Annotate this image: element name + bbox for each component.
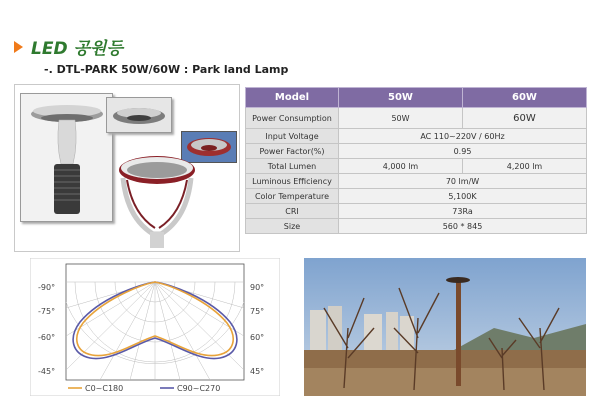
lamp-top-view-photo	[106, 97, 172, 133]
row-label: Power Consumption	[246, 108, 339, 129]
cell-value: 70 lm/W	[339, 174, 587, 189]
table-row	[246, 219, 587, 234]
bullet-arrow-icon	[14, 41, 23, 53]
cell-value: 4,200 lm	[462, 159, 586, 174]
legend-label: C0~C180	[85, 384, 124, 393]
cell-value: 0.95	[339, 144, 587, 159]
table-row	[246, 108, 587, 129]
column-header: 50W	[339, 88, 463, 108]
light-distribution-chart	[30, 258, 280, 396]
angle-label: 75°	[250, 307, 265, 316]
product-subtitle: -. DTL-PARK 50W/60W : Park land Lamp	[44, 63, 289, 76]
title-text: LED 공원등	[31, 39, 123, 59]
table-row	[246, 189, 587, 204]
product-photo-panel	[14, 84, 240, 252]
cell-value: 4,000 lm	[339, 159, 463, 174]
row-label: Total Lumen	[246, 159, 339, 174]
lamp-main-photo	[20, 93, 113, 222]
cell-value: 5,100K	[339, 189, 587, 204]
cell-value: 60W	[462, 108, 586, 129]
angle-label: -75°	[38, 307, 56, 316]
angle-label: 45°	[250, 367, 265, 376]
table-row	[246, 159, 587, 174]
table-row	[246, 144, 587, 159]
column-header: Model	[246, 88, 339, 108]
spec-header-row	[246, 88, 587, 108]
lamp-ring-photo	[113, 148, 201, 248]
table-row	[246, 129, 587, 144]
row-label: CRI	[246, 204, 339, 219]
cell-value: 73Ra	[339, 204, 587, 219]
angle-label: -90°	[38, 283, 56, 292]
row-label: Size	[246, 219, 339, 234]
cell-value: AC 110~220V / 60Hz	[339, 129, 587, 144]
row-label: Power Factor(%)	[246, 144, 339, 159]
installation-photo	[304, 258, 586, 396]
row-label: Luminous Efficiency	[246, 174, 339, 189]
row-label: Input Voltage	[246, 129, 339, 144]
section-title	[14, 34, 123, 59]
row-label: Color Temperature	[246, 189, 339, 204]
cell-value: 560 * 845	[339, 219, 587, 234]
cell-value: 50W	[339, 108, 463, 129]
angle-label: -60°	[38, 333, 56, 342]
table-row	[246, 204, 587, 219]
angle-label: 90°	[250, 283, 265, 292]
table-row	[246, 174, 587, 189]
angle-label: 60°	[250, 333, 265, 342]
legend-label: C90~C270	[177, 384, 221, 393]
angle-label: -45°	[38, 367, 56, 376]
column-header: 60W	[462, 88, 586, 108]
spec-table	[245, 87, 587, 234]
